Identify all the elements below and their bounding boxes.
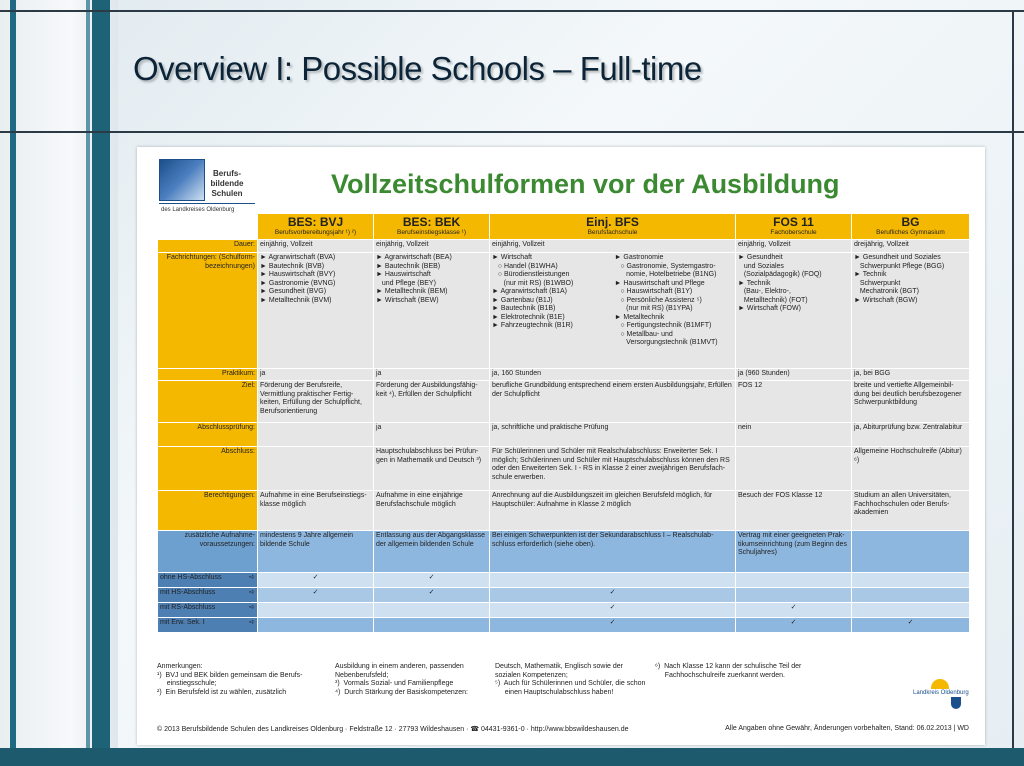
- row-label-zusaetzlich: zusätzliche Aufnahme-voraussetzungen:: [158, 531, 258, 573]
- cell-praktikum: ja: [258, 369, 374, 381]
- entry-mark: ✓: [852, 618, 970, 633]
- list-item: und Pflege (BEY): [376, 279, 436, 287]
- entry-mark: [852, 573, 970, 588]
- cell-fach-fos: [736, 253, 852, 369]
- cell-berecht: Besuch der FOS Klasse 12: [736, 491, 852, 531]
- row-label-praktikum: Praktikum:: [158, 369, 258, 381]
- list-item: ► Gastronomie (BVNG): [260, 279, 336, 287]
- cell-ziel: FOS 12: [736, 381, 852, 423]
- list-item: ► Wirtschaft (FOW): [738, 305, 801, 312]
- row-label-dauer: Dauer:: [158, 240, 258, 253]
- list-item: ○ Gastronomie, Systemgastro-: [614, 262, 716, 270]
- cell-ziel: breite und vertiefte Allgemeinbil-dung bei deutlich berufsbezogener Schwerpunktbildung: [852, 381, 970, 423]
- col-header-bfs: Einj. BFS Berufsfachschule: [490, 214, 736, 240]
- list-item: ► Bautechnik (BVB): [260, 262, 325, 270]
- logo-line1: Berufs-: [212, 169, 241, 178]
- document-title: Vollzeitschulformen vor der Ausbildung: [331, 169, 840, 199]
- list-item: ► Hauswirtschaft und Pflege: [614, 279, 705, 287]
- entry-mark: [374, 618, 490, 633]
- footer-disclaimer: Alle Angaben ohne Gewähr, Änderungen vorbehalten, Stand: 06.02.2013 | WD: [725, 725, 969, 732]
- list-item: ► Bautechnik (BEB): [376, 262, 441, 270]
- cell-dauer: einjährig, Vollzeit: [490, 240, 736, 253]
- entry-mark: ✓: [258, 588, 374, 603]
- list-item: ► Metalltechnik (BVM): [260, 296, 332, 304]
- top-rule: [0, 10, 1024, 12]
- logo-grid-icon: [159, 159, 205, 201]
- logo-divider: [159, 203, 255, 204]
- logo-subtitle: des Landkreises Oldenburg: [161, 207, 235, 213]
- cell-dauer: einjährig, Vollzeit: [374, 240, 490, 253]
- left-accent-bar: [10, 0, 16, 766]
- entry-row-label: mit RS-Abschluss ➪: [158, 603, 258, 618]
- cell-abschluss: [258, 447, 374, 491]
- list-item: ► Bautechnik (B1B): [492, 305, 556, 312]
- list-item: ○ Persönliche Assistenz ⁵): [614, 296, 702, 304]
- col-header-bg: BG Berufliches Gymnasium: [852, 214, 970, 240]
- entry-mark: ✓: [736, 603, 852, 618]
- list-item: (Bau-, Elektro-,: [738, 288, 791, 295]
- footnotes-col4: ⁶) Nach Klasse 12 kann der schulische Teil der Fachhochschulreife zuerkannt werden.: [655, 663, 802, 679]
- shield-icon: [951, 697, 961, 709]
- cell-abschluss: Für Schülerinnen und Schüler mit Realschulabschluss: Erweiterter Sek. I möglich; Schülerinnen und Schüler mit Hauptschulabschluss können den RS oder den Erweiterten Sek. I - RS in Klasse 2 einer zweijährigen Berufsfach-schule erwerben.: [490, 447, 736, 491]
- list-item: ► Agrarwirtschaft (B1A): [492, 288, 568, 295]
- cell-zus: Vertrag mit einer geeigneten Prak-tikumseinrichtung (zum Beginn des Schuljahres): [736, 531, 852, 573]
- list-item: ► Elektrotechnik (B1E): [492, 313, 565, 321]
- entry-mark: [852, 603, 970, 618]
- row-label-ziel: Ziel:: [158, 381, 258, 423]
- cell-abschluss: Hauptschulabschluss bei Prüfun-gen in Mathematik und Deutsch ³): [374, 447, 490, 491]
- footnotes-col2: Ausbildung in einem anderen, passenden Nebenberufsfeld; ³) Vormals Sozial- und Familienpflege ⁴) Durch Stärkung der Basiskompetenzen:: [335, 663, 468, 696]
- cell-ziel: berufliche Grundbildung entsprechend einem ersten Ausbildungsjahr, Erfüllen der Schulpflicht: [490, 381, 736, 423]
- footnotes-col1: Anmerkungen: ¹) BVJ und BEK bilden gemeinsam die Berufs- einstiegsschule; ²) Ein Berufsfeld ist zu wählen, zusätzlich: [157, 663, 303, 696]
- cell-praktikum: ja (960 Stunden): [736, 369, 852, 381]
- list-item: ► Hauswirtschaft (BVY): [260, 271, 336, 278]
- list-item: ► Technik: [854, 271, 887, 278]
- title-rule: [0, 131, 1024, 133]
- cell-berecht: Aufnahme in eine Berufseinstiegs-klasse möglich: [258, 491, 374, 531]
- col-header-fos: FOS 11 Fachoberschule: [736, 214, 852, 240]
- landkreis-logo: [913, 679, 969, 709]
- cell-praktikum: ja, bei BGG: [852, 369, 970, 381]
- cell-dauer: einjährig, Vollzeit: [736, 240, 852, 253]
- cell-ziel: Förderung der Ausbildungsfähig-keit ⁴), Erfüllen der Schulpflicht: [374, 381, 490, 423]
- document-image: [137, 147, 985, 745]
- list-item: ► Wirtschaft (BGW): [854, 296, 918, 304]
- right-rule: [1012, 10, 1014, 766]
- entry-mark: [852, 588, 970, 603]
- cell-zus: Entlassung aus der Abgangsklasse der allgemein bildenden Schule: [374, 531, 490, 573]
- cell-berecht: Anrechnung auf die Ausbildungszeit im gleichen Berufsfeld möglich, für Hauptschüler: Aufnahme in Klasse 2 möglich: [490, 491, 736, 531]
- list-item: ► Metalltechnik (BEM): [376, 288, 448, 295]
- col-header-bek: BES: BEK Berufseinstiegsklasse ¹): [374, 214, 490, 240]
- list-item: Mechatronik (BGT): [854, 288, 919, 295]
- entry-mark: [258, 603, 374, 618]
- header-empty: [158, 214, 258, 240]
- cell-praktikum: ja, 160 Stunden: [490, 369, 736, 381]
- row-label-fachrichtungen: Fachrichtungen: (Schulform-bezeichnungen): [158, 253, 258, 369]
- cell-pruefung: ja, schriftliche und praktische Prüfung: [490, 423, 736, 447]
- cell-pruefung: ja: [374, 423, 490, 447]
- left-accent-bar-wide: [92, 0, 110, 766]
- cell-abschluss: Allgemeine Hochschulreife (Abitur) ⁶): [852, 447, 970, 491]
- cell-dauer: dreijährig, Vollzeit: [852, 240, 970, 253]
- list-item: ► Gastronomie: [614, 254, 664, 261]
- list-item: ○ Bürodienstleistungen: [492, 271, 570, 278]
- list-item: Versorgungstechnik (B1MVT): [614, 339, 718, 346]
- list-item: ○ Fertigungstechnik (B1MFT): [614, 322, 712, 329]
- entry-mark: ✓: [374, 588, 490, 603]
- list-item: ○ Metallbau- und: [614, 330, 673, 338]
- list-item: ► Metalltechnik: [614, 313, 665, 321]
- school-forms-table: [157, 213, 970, 633]
- cell-fach-bek: [374, 253, 490, 369]
- list-item: ► Gesundheit: [738, 254, 783, 261]
- document-footer: [157, 725, 969, 733]
- list-item: Metalltechnik) (FOT): [738, 296, 808, 304]
- row-label-berechtigungen: Berechtigungen:: [158, 491, 258, 531]
- logo-line3: Schulen: [211, 189, 243, 198]
- entry-mark: [490, 573, 736, 588]
- col-header-bvj: BES: BVJ Berufsvorbereitungsjahr ¹) ²): [258, 214, 374, 240]
- entry-mark: [374, 603, 490, 618]
- cell-ziel: Förderung der Berufsreife, Vermittlung praktischer Fertig-keiten, Erfüllung der Schulpflicht, Berufsorientierung: [258, 381, 374, 423]
- list-item: ► Technik: [738, 279, 771, 287]
- list-item: ○ Handel (B1WHA): [492, 262, 558, 270]
- sun-icon: [931, 679, 949, 689]
- entry-mark: ✓: [258, 573, 374, 588]
- cell-pruefung: [258, 423, 374, 447]
- entry-mark: [258, 618, 374, 633]
- logo-line2: bildende: [210, 179, 244, 188]
- cell-berecht: Studium an allen Universitäten, Fachhochschulen oder Berufs-akademien: [852, 491, 970, 531]
- row-label-abschlusspruefung: Abschlussprüfung:: [158, 423, 258, 447]
- list-item: ► Gesundheit (BVG): [260, 288, 327, 295]
- list-item: ► Agrarwirtschaft (BVA): [260, 254, 336, 261]
- list-item: (nur mit RS) (B1WBO): [492, 279, 574, 287]
- list-item: ○ Hauswirtschaft (B1Y): [614, 288, 693, 295]
- cell-berecht: Aufnahme in eine einjährige Berufsfachschule möglich: [374, 491, 490, 531]
- list-item: Schwerpunkt Pflege (BGG): [854, 262, 945, 270]
- cell-fach-bg: [852, 253, 970, 369]
- left-accent-bar-thin: [86, 0, 90, 766]
- cell-pruefung: ja, Abiturprüfung bzw. Zentralabitur: [852, 423, 970, 447]
- list-item: ► Fahrzeugtechnik (B1R): [492, 322, 573, 329]
- school-logo: [155, 155, 259, 217]
- list-item: Schwerpunkt: [854, 279, 901, 287]
- slide-title: Overview I: Possible Schools – Full-time: [133, 50, 702, 87]
- list-item: ► Gesundheit und Soziales: [854, 254, 941, 261]
- logo-text: [207, 169, 247, 199]
- cell-pruefung: nein: [736, 423, 852, 447]
- cell-zus: mindestens 9 Jahre allgemein bildende Schule: [258, 531, 374, 573]
- list-item: (Sozialpädagogik) (FOQ): [738, 271, 822, 278]
- list-item: ► Wirtschaft (BEW): [376, 296, 439, 304]
- entry-row-label: ohne HS-Abschluss ➪: [158, 573, 258, 588]
- entry-mark: ✓: [490, 618, 736, 633]
- cell-zus: [852, 531, 970, 573]
- entry-mark: [736, 573, 852, 588]
- cell-fach-bfs: [490, 253, 736, 369]
- entry-row-label: mit HS-Abschluss ➪: [158, 588, 258, 603]
- bottom-bar: [0, 748, 1024, 766]
- entry-mark: [736, 588, 852, 603]
- entry-mark: ✓: [736, 618, 852, 633]
- row-label-abschluss: Abschluss:: [158, 447, 258, 491]
- entry-mark: ✓: [374, 573, 490, 588]
- list-item: ► Agrarwirtschaft (BEA): [376, 254, 452, 261]
- list-item: nomie, Hotelbetriebe (B1NG): [614, 271, 717, 278]
- entry-mark: ✓: [490, 588, 736, 603]
- landkreis-logo-text: Landkreis Oldenburg: [913, 690, 969, 696]
- cell-praktikum: ja: [374, 369, 490, 381]
- entry-row-label: mit Erw. Sek. I ➪: [158, 618, 258, 633]
- list-item: und Soziales: [738, 262, 784, 270]
- list-item: ► Gartenbau (B1J): [492, 296, 553, 304]
- cell-zus: Bei einigen Schwerpunkten ist der Sekundarabschluss I – Realschulab-schluss erforderlich (siehe oben).: [490, 531, 736, 573]
- entry-mark: ✓: [490, 603, 736, 618]
- cell-abschluss: [736, 447, 852, 491]
- cell-dauer: einjährig, Vollzeit: [258, 240, 374, 253]
- footer-contact: © 2013 Berufsbildende Schulen des Landkreises Oldenburg · Feldstraße 12 · 27793 Wildeshausen · ☎ 04431-9361-0 · http://www.bbswildeshausen.de: [157, 726, 629, 733]
- cell-fach-bvj: [258, 253, 374, 369]
- list-item: (nur mit RS) (B1YPA): [614, 305, 693, 312]
- list-item: ► Hauswirtschaft: [376, 271, 431, 278]
- footnotes-col3: Deutsch, Mathematik, Englisch sowie der sozialen Kompetenzen; ⁵) Auch für Schülerinnen und Schüler, die schon einen Hauptschulabschluss haben!: [495, 663, 646, 696]
- list-item: ► Wirtschaft: [492, 254, 532, 261]
